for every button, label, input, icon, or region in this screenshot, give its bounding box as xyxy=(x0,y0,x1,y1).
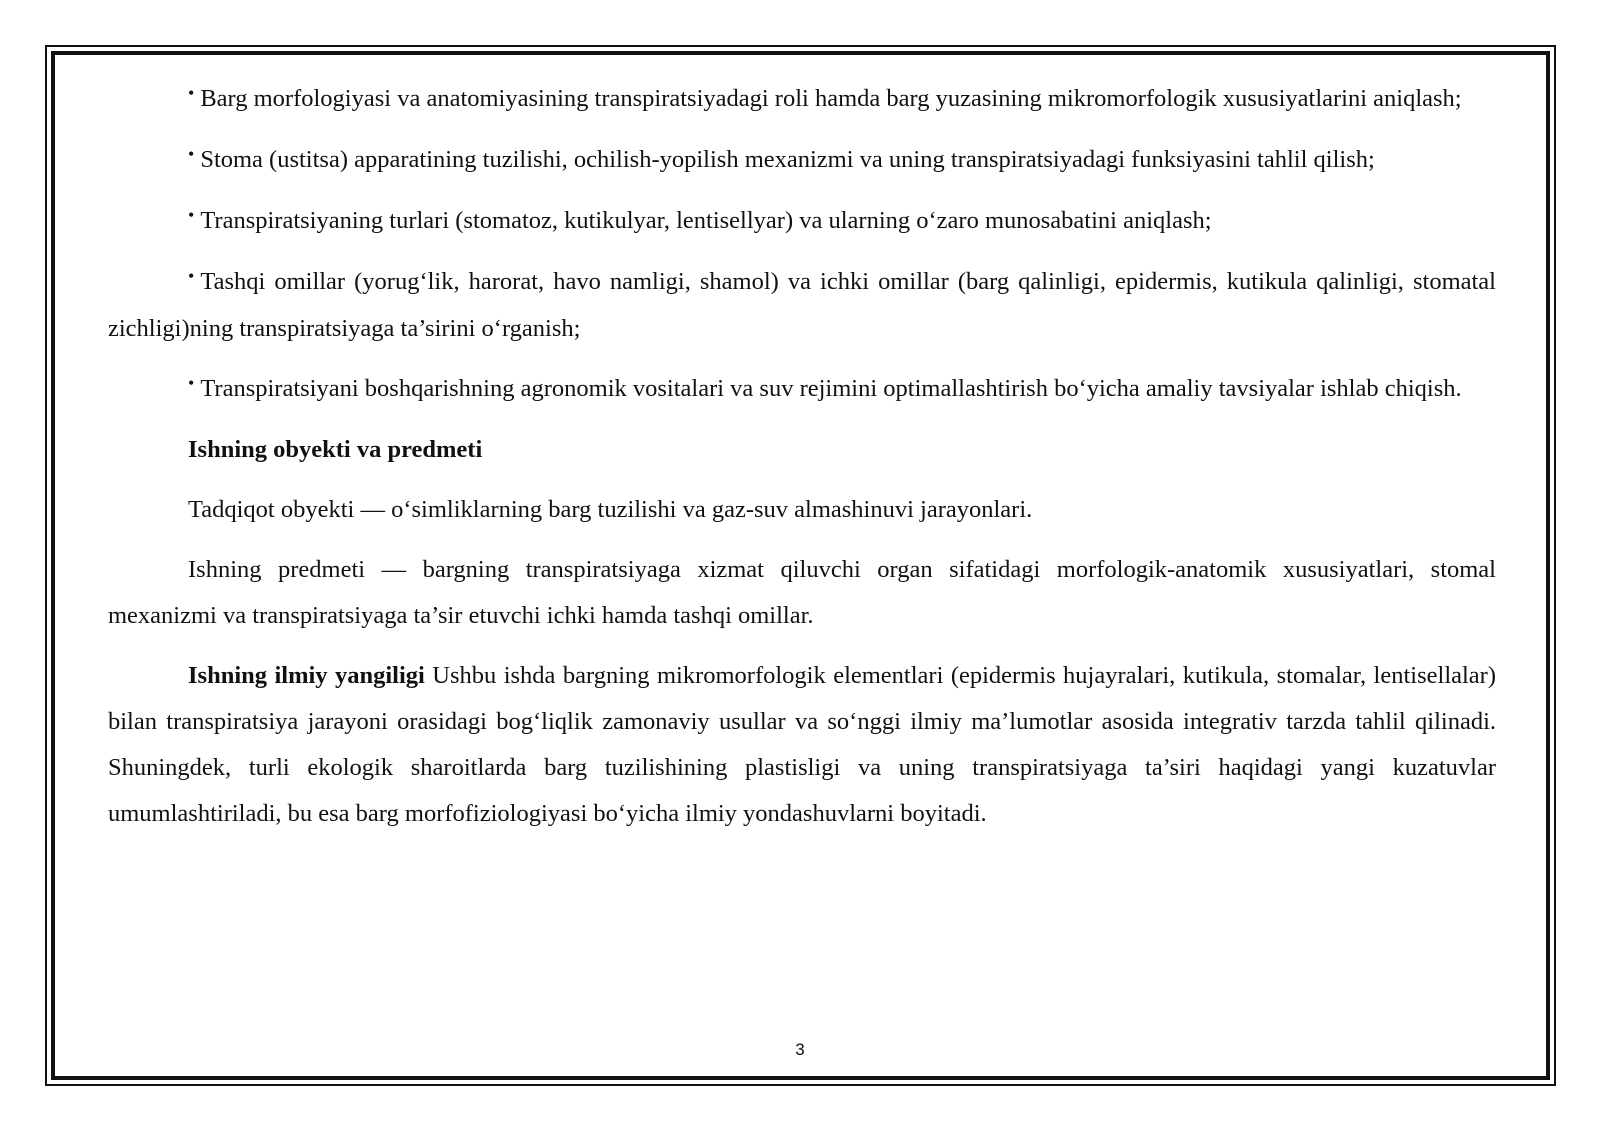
object-paragraph: Tadqiqot obyekti — o‘simliklarning barg tuzilishi va gaz-suv almashinuvi jarayonlari. xyxy=(188,496,1033,523)
subject-paragraph: Ishning predmeti — bargning transpiratsiyaga xizmat qiluvchi organ sifatidagi morfologik-anatomik xususiyatlari, stomal mexanizmi va transpiratsiyaga ta’sir etuvchi ichki hamda tashqi omillar. xyxy=(108,556,1496,629)
bullet-item-3 xyxy=(108,198,1496,245)
bullet-symbol: • xyxy=(188,205,195,225)
page-number: 3 xyxy=(795,1040,805,1059)
novelty-label: Ishning ilmiy yangiligi xyxy=(188,662,425,689)
bullet-symbol: • xyxy=(188,266,195,286)
bullet-text: Barg morfologiyasi va anatomiyasining transpiratsiyadagi roli hamda barg yuzasining mikromorfologik xususiyatlarini aniqlash; xyxy=(200,85,1462,112)
section-heading: Ishning obyekti va predmeti xyxy=(188,436,483,463)
bullet-item-4 xyxy=(108,259,1496,352)
novelty-text: Ushbu ishda bargning mikromorfologik elementlari (epidermis hujayralari, kutikula, stomalar, lentisellalar) bilan transpiratsiya jarayoni orasidagi bog‘liqlik zamonaviy usullar va so‘nggi ilmiy ma’lumotlar asosida integrativ tarzda tahlil qilinadi. Shuningdek, turli ekologik sharoitlarda barg tuzilishining plastisligi va uning transpiratsiyaga ta’siri haqidagi yangi kuzatuvlar umumlashtiriladi, bu esa barg morfofiziologiyasi bo‘yicha ilmiy yondashuvlarni boyitadi. xyxy=(108,662,1497,827)
bullet-item-2 xyxy=(108,137,1496,184)
bullet-text: Stoma (ustitsa) apparatining tuzilishi, ochilish-yopilish mexanizmi va uning transpiratsiyadagi funksiyasini tahlil qilish; xyxy=(200,146,1375,173)
bullet-item-5 xyxy=(108,366,1496,413)
bullet-symbol: • xyxy=(188,144,195,164)
bullet-text: Tashqi omillar (yorug‘lik, harorat, havo namligi, shamol) va ichki omillar (barg qalinligi, epidermis, kutikula qalinligi, stomatal zichligi)ning transpiratsiyaga ta’sirini o‘rganish; xyxy=(108,268,1496,342)
page-content xyxy=(108,76,1496,851)
bullet-text: Transpiratsiyani boshqarishning agronomik vositalari va suv rejimini optimallashtirish bo‘yicha amaliy tavsiyalar ishlab chiqish. xyxy=(200,375,1462,402)
bullet-symbol: • xyxy=(188,83,195,103)
bullet-symbol: • xyxy=(188,373,195,393)
bullet-text: Transpiratsiyaning turlari (stomatoz, kutikulyar, lentisellyar) va ularning o‘zaro munosabatini aniqlash; xyxy=(200,207,1212,234)
novelty-paragraph xyxy=(108,653,1496,837)
bullet-item-1 xyxy=(108,76,1496,123)
